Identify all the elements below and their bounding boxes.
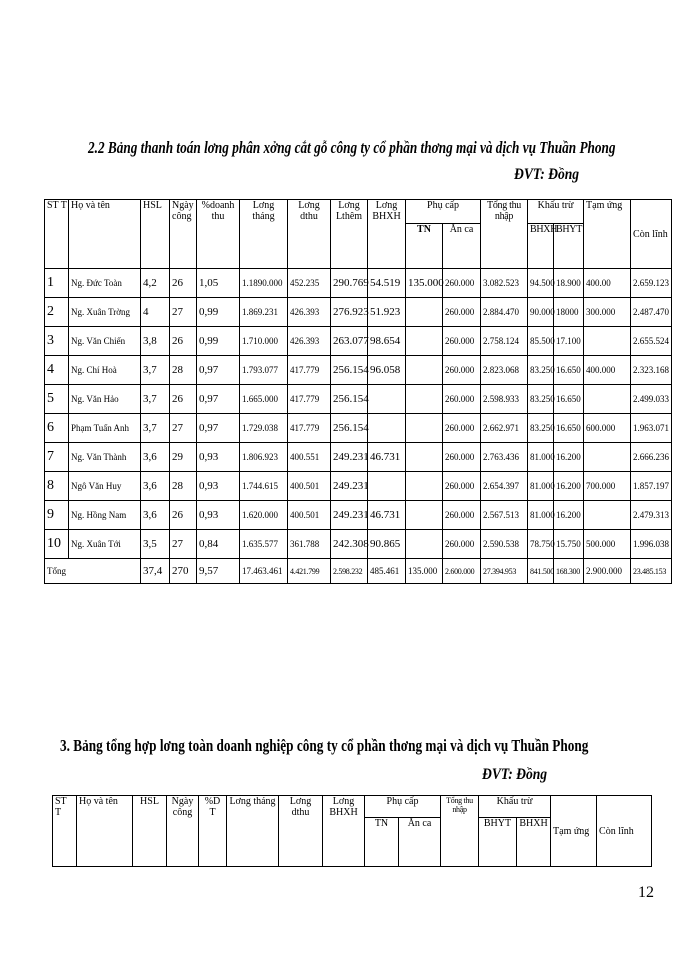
cell-name: Ng. Văn Thành xyxy=(69,443,141,472)
cell-lthem: 276.923 xyxy=(331,298,368,327)
cell-conlinh: 1.996.038 xyxy=(631,530,672,559)
cell-dthu: 417.779 xyxy=(288,414,331,443)
cell-tong: 2.763.436 xyxy=(481,443,528,472)
table-row xyxy=(45,298,672,327)
cell-anca: 260.000 xyxy=(443,385,481,414)
cell-kt-bhxh: 83.250 xyxy=(528,356,554,385)
total-tam-ung: 2.900.000 xyxy=(584,559,631,584)
cell-pct: 0,84 xyxy=(197,530,240,559)
cell-dthu: 417.779 xyxy=(288,356,331,385)
cell-tamung: 700.000 xyxy=(584,472,631,501)
cell-lthem: 256.154 xyxy=(331,356,368,385)
cell-kt-bhxh: 83.250 xyxy=(528,414,554,443)
cell-stt: 10 xyxy=(45,530,69,559)
cell-lthem: 249.231 xyxy=(331,472,368,501)
cell-bhxh-l: 90.865 xyxy=(368,530,406,559)
cell-ngay: 28 xyxy=(170,356,197,385)
cell-kt-bhyt: 16.200 xyxy=(554,501,584,530)
cell-conlinh: 2.655.524 xyxy=(631,327,672,356)
cell-bhxh-l: 96.058 xyxy=(368,356,406,385)
cell-tn xyxy=(406,385,443,414)
header-luong-dthu: Lơng dthu xyxy=(288,200,331,269)
cell-tong: 2.823.068 xyxy=(481,356,528,385)
s2-header-luong-dthu: Lơng dthu xyxy=(279,796,323,867)
header-an-ca: Ăn ca xyxy=(443,224,481,269)
table-row xyxy=(45,501,672,530)
cell-thang: 1.744.615 xyxy=(240,472,288,501)
cell-lthem: 290.769 xyxy=(331,269,368,298)
cell-name: Ng. Xuân Trờng xyxy=(69,298,141,327)
cell-kt-bhyt: 15.750 xyxy=(554,530,584,559)
cell-name: Ng. Hồng Nam xyxy=(69,501,141,530)
cell-thang: 1.635.577 xyxy=(240,530,288,559)
s2-header-bhxh: BHXH xyxy=(517,818,551,867)
cell-conlinh: 2.659.123 xyxy=(631,269,672,298)
cell-tong: 2.567.513 xyxy=(481,501,528,530)
table-row xyxy=(45,269,672,298)
cell-tn xyxy=(406,327,443,356)
page-number: 12 xyxy=(638,884,654,901)
header-tam-ung: Tạm ứng xyxy=(584,200,631,269)
cell-bhxh-l xyxy=(368,472,406,501)
cell-ngay: 27 xyxy=(170,414,197,443)
cell-lthem: 249.231 xyxy=(331,443,368,472)
s2-header-ngay-cong: Ngày công xyxy=(167,796,199,867)
cell-tong: 2.662.971 xyxy=(481,414,528,443)
cell-ngay: 27 xyxy=(170,530,197,559)
total-pct: 9,57 xyxy=(197,559,240,584)
cell-dthu: 452.235 xyxy=(288,269,331,298)
cell-name: Ng. Đức Toàn xyxy=(69,269,141,298)
cell-anca: 260.000 xyxy=(443,356,481,385)
cell-tn xyxy=(406,443,443,472)
header-name: Họ và tên xyxy=(69,200,141,269)
cell-kt-bhxh: 81.000 xyxy=(528,501,554,530)
cell-tn xyxy=(406,472,443,501)
cell-ngay: 29 xyxy=(170,443,197,472)
cell-conlinh: 1.963.071 xyxy=(631,414,672,443)
cell-ngay: 27 xyxy=(170,298,197,327)
cell-kt-bhxh: 83.250 xyxy=(528,385,554,414)
cell-hsl: 3,6 xyxy=(141,443,170,472)
cell-kt-bhxh: 78.750 xyxy=(528,530,554,559)
cell-kt-bhyt: 16.200 xyxy=(554,472,584,501)
cell-thang: 1.793.077 xyxy=(240,356,288,385)
cell-bhxh-l xyxy=(368,385,406,414)
cell-bhxh-l: 46.731 xyxy=(368,501,406,530)
section-title-payroll-workshop: 2.2 Bảng thanh toán lơng phân xởng cắt gỗ công ty cổ phần thơng mại và dịch vụ Thuần Phong xyxy=(88,138,616,157)
cell-tong: 3.082.523 xyxy=(481,269,528,298)
total-kt-bhxh: 841.500 xyxy=(528,559,554,584)
cell-conlinh: 2.479.313 xyxy=(631,501,672,530)
table-row xyxy=(45,414,672,443)
cell-ngay: 26 xyxy=(170,385,197,414)
cell-kt-bhyt: 16.650 xyxy=(554,385,584,414)
cell-name: Ng. Xuân Tới xyxy=(69,530,141,559)
company-summary-table xyxy=(52,795,652,867)
s2-header-bhyt: BHYT xyxy=(479,818,517,867)
cell-name: Phạm Tuấn Anh xyxy=(69,414,141,443)
cell-tamung xyxy=(584,385,631,414)
table-row xyxy=(45,443,672,472)
total-con-linh: 23.485.153 xyxy=(631,559,672,584)
cell-tong: 2.598.933 xyxy=(481,385,528,414)
cell-thang: 1.665.000 xyxy=(240,385,288,414)
cell-name: Ngô Văn Huy xyxy=(69,472,141,501)
header-tn: TN xyxy=(406,224,443,269)
cell-ngay: 26 xyxy=(170,269,197,298)
total-thang: 17.463.461 xyxy=(240,559,288,584)
total-bhxh-luong: 485.461 xyxy=(368,559,406,584)
s2-header-name: Họ và tên xyxy=(77,796,133,867)
cell-conlinh: 2.666.236 xyxy=(631,443,672,472)
cell-hsl: 3,8 xyxy=(141,327,170,356)
cell-kt-bhxh: 85.500 xyxy=(528,327,554,356)
header-con-linh: Còn lĩnh xyxy=(631,200,672,269)
cell-lthem: 242.308 xyxy=(331,530,368,559)
cell-hsl: 4,2 xyxy=(141,269,170,298)
cell-thang: 1.620.000 xyxy=(240,501,288,530)
workshop-payroll-table xyxy=(44,199,672,584)
cell-hsl: 3,7 xyxy=(141,385,170,414)
cell-lthem: 249.231 xyxy=(331,501,368,530)
s2-header-tn: TN xyxy=(365,818,399,867)
cell-kt-bhyt: 16.650 xyxy=(554,356,584,385)
cell-dthu: 400.551 xyxy=(288,443,331,472)
s2-header-luong-bhxh: Lơng BHXH xyxy=(323,796,365,867)
cell-kt-bhxh: 81.000 xyxy=(528,443,554,472)
cell-tamung: 400.000 xyxy=(584,356,631,385)
cell-anca: 260.000 xyxy=(443,269,481,298)
cell-anca: 260.000 xyxy=(443,414,481,443)
cell-kt-bhxh: 94.500 xyxy=(528,269,554,298)
cell-tn xyxy=(406,356,443,385)
cell-thang: 1.869.231 xyxy=(240,298,288,327)
cell-hsl: 3,6 xyxy=(141,472,170,501)
cell-anca: 260.000 xyxy=(443,501,481,530)
cell-bhxh-l: 51.923 xyxy=(368,298,406,327)
s2-header-con-linh: Còn lĩnh xyxy=(597,796,652,867)
section-title-company-summary: 3. Bảng tổng hợp lơng toàn doanh nghiệp công ty cổ phần thơng mại và dịch vụ Thuần Phong xyxy=(60,736,589,755)
header-hsl: HSL xyxy=(141,200,170,269)
cell-kt-bhyt: 17.100 xyxy=(554,327,584,356)
cell-stt: 9 xyxy=(45,501,69,530)
cell-conlinh: 2.499.033 xyxy=(631,385,672,414)
currency-unit-label-2: ĐVT: Đồng xyxy=(482,766,548,783)
cell-ngay: 28 xyxy=(170,472,197,501)
total-kt-bhyt: 168.300 xyxy=(554,559,584,584)
cell-anca: 260.000 xyxy=(443,443,481,472)
table-row xyxy=(45,356,672,385)
cell-dthu: 400.501 xyxy=(288,472,331,501)
cell-conlinh: 1.857.197 xyxy=(631,472,672,501)
cell-bhxh-l: 98.654 xyxy=(368,327,406,356)
cell-kt-bhyt: 16.650 xyxy=(554,414,584,443)
cell-hsl: 3,7 xyxy=(141,414,170,443)
cell-conlinh: 2.323.168 xyxy=(631,356,672,385)
cell-tamung: 500.000 xyxy=(584,530,631,559)
s2-header-khau-tru: Khấu trừ xyxy=(479,796,551,818)
cell-anca: 260.000 xyxy=(443,472,481,501)
cell-bhxh-l xyxy=(368,414,406,443)
cell-conlinh: 2.487.470 xyxy=(631,298,672,327)
cell-stt: 5 xyxy=(45,385,69,414)
cell-lthem: 263.077 xyxy=(331,327,368,356)
cell-lthem: 256.154 xyxy=(331,385,368,414)
cell-lthem: 256.154 xyxy=(331,414,368,443)
total-row xyxy=(45,559,672,584)
total-lthem: 2.598.232 xyxy=(331,559,368,584)
cell-tong: 2.654.397 xyxy=(481,472,528,501)
cell-thang: 1.1890.000 xyxy=(240,269,288,298)
total-tn: 135.000 xyxy=(406,559,443,584)
table-row xyxy=(45,385,672,414)
header-khau-tru: Khấu trừ xyxy=(528,200,584,224)
cell-hsl: 3,7 xyxy=(141,356,170,385)
cell-thang: 1.729.038 xyxy=(240,414,288,443)
cell-tong: 2.758.124 xyxy=(481,327,528,356)
total-an-ca: 2.600.000 xyxy=(443,559,481,584)
cell-ngay: 26 xyxy=(170,327,197,356)
header-kt-bhxh: BHXH xyxy=(528,224,554,269)
cell-pct: 0,93 xyxy=(197,443,240,472)
cell-stt: 2 xyxy=(45,298,69,327)
cell-thang: 1.710.000 xyxy=(240,327,288,356)
header-phu-cap: Phụ cấp xyxy=(406,200,481,224)
cell-dthu: 426.393 xyxy=(288,298,331,327)
cell-hsl: 3,5 xyxy=(141,530,170,559)
cell-kt-bhyt: 16.200 xyxy=(554,443,584,472)
cell-bhxh-l: 54.519 xyxy=(368,269,406,298)
cell-tamung xyxy=(584,501,631,530)
cell-stt: 7 xyxy=(45,443,69,472)
cell-hsl: 4 xyxy=(141,298,170,327)
cell-pct: 0,97 xyxy=(197,414,240,443)
cell-tamung xyxy=(584,327,631,356)
cell-kt-bhyt: 18.900 xyxy=(554,269,584,298)
cell-anca: 260.000 xyxy=(443,327,481,356)
table-row xyxy=(45,327,672,356)
cell-dthu: 361.788 xyxy=(288,530,331,559)
cell-ngay: 26 xyxy=(170,501,197,530)
cell-tn xyxy=(406,530,443,559)
cell-name: Ng. Chí Hoà xyxy=(69,356,141,385)
cell-stt: 6 xyxy=(45,414,69,443)
cell-tn: 135.000 xyxy=(406,269,443,298)
cell-kt-bhxh: 81.000 xyxy=(528,472,554,501)
s2-header-stt: ST T xyxy=(53,796,77,867)
cell-stt: 1 xyxy=(45,269,69,298)
s2-header-tong-thu-nhap: Tổng thu nhập xyxy=(441,796,479,867)
s2-header-luong-thang: Lơng tháng xyxy=(227,796,279,867)
header-kt-bhyt: BHYT xyxy=(554,224,584,269)
total-label: Tổng xyxy=(45,559,141,584)
cell-pct: 0,93 xyxy=(197,501,240,530)
cell-kt-bhxh: 90.000 xyxy=(528,298,554,327)
s2-header-hsl: HSL xyxy=(133,796,167,867)
cell-stt: 8 xyxy=(45,472,69,501)
header-luong-thang: Lơng tháng xyxy=(240,200,288,269)
currency-unit-label: ĐVT: Đồng xyxy=(514,166,580,183)
total-ngay: 270 xyxy=(170,559,197,584)
cell-pct: 0,97 xyxy=(197,385,240,414)
cell-kt-bhyt: 18000 xyxy=(554,298,584,327)
header-ngay-cong: Ngày công xyxy=(170,200,197,269)
header-pct-doanh-thu: %doanh thu xyxy=(197,200,240,269)
s2-header-pct-dt: %D T xyxy=(199,796,227,867)
total-dthu: 4.421.799 xyxy=(288,559,331,584)
cell-hsl: 3,6 xyxy=(141,501,170,530)
cell-tong: 2.590.538 xyxy=(481,530,528,559)
cell-tamung: 600.000 xyxy=(584,414,631,443)
cell-tn xyxy=(406,414,443,443)
cell-pct: 0,97 xyxy=(197,356,240,385)
cell-thang: 1.806.923 xyxy=(240,443,288,472)
s2-header-an-ca: Ăn ca xyxy=(399,818,441,867)
s2-header-tam-ung: Tạm ứng xyxy=(551,796,597,867)
cell-pct: 0,99 xyxy=(197,327,240,356)
cell-anca: 260.000 xyxy=(443,530,481,559)
cell-stt: 3 xyxy=(45,327,69,356)
cell-tamung: 400.00 xyxy=(584,269,631,298)
cell-dthu: 417.779 xyxy=(288,385,331,414)
cell-pct: 0,99 xyxy=(197,298,240,327)
header-tong-thu-nhap: Tổng thu nhập xyxy=(481,200,528,269)
header-stt: ST T xyxy=(45,200,69,269)
cell-name: Ng. Văn Hảo xyxy=(69,385,141,414)
header-luong-lthem: Lơng Lthêm xyxy=(331,200,368,269)
cell-pct: 0,93 xyxy=(197,472,240,501)
cell-tn xyxy=(406,298,443,327)
cell-name: Ng. Văn Chiến xyxy=(69,327,141,356)
cell-tamung xyxy=(584,443,631,472)
cell-pct: 1,05 xyxy=(197,269,240,298)
cell-dthu: 400.501 xyxy=(288,501,331,530)
table-row xyxy=(45,530,672,559)
cell-dthu: 426.393 xyxy=(288,327,331,356)
total-tong-thu-nhap: 27.394.953 xyxy=(481,559,528,584)
total-hsl: 37,4 xyxy=(141,559,170,584)
table-row xyxy=(45,472,672,501)
header-luong-bhxh: Lơng BHXH xyxy=(368,200,406,269)
cell-stt: 4 xyxy=(45,356,69,385)
cell-tamung: 300.000 xyxy=(584,298,631,327)
cell-tn xyxy=(406,501,443,530)
s2-header-phu-cap: Phụ cấp xyxy=(365,796,441,818)
cell-tong: 2.884.470 xyxy=(481,298,528,327)
cell-bhxh-l: 46.731 xyxy=(368,443,406,472)
cell-anca: 260.000 xyxy=(443,298,481,327)
